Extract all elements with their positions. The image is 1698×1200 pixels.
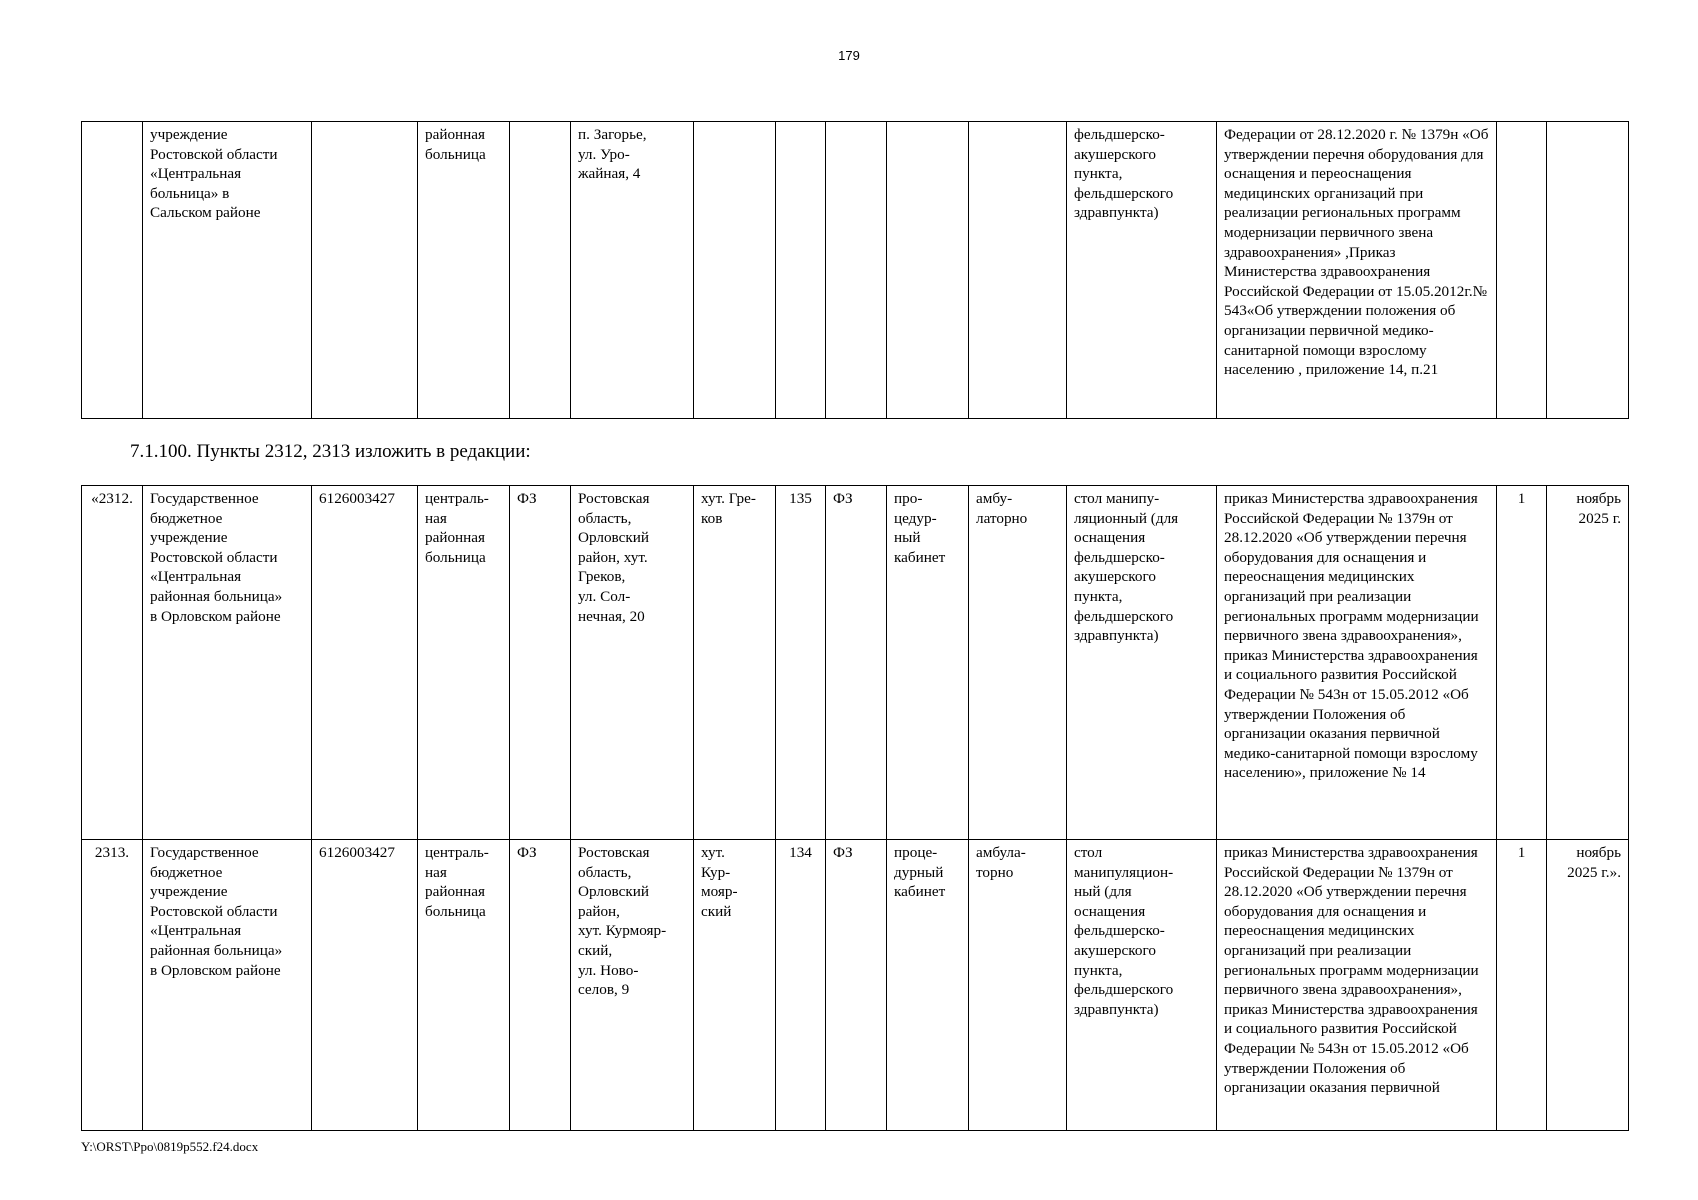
cell-category <box>510 122 571 419</box>
cell-inn <box>312 122 418 419</box>
cell-type: централь- ная районная больница <box>418 486 510 840</box>
cell-care-form: амбула- торно <box>969 840 1067 1131</box>
cell-room: проце- дурный кабинет <box>887 840 969 1131</box>
cell-inn: 6126003427 <box>312 840 418 1131</box>
cell-quantity <box>1497 122 1547 419</box>
table-continued <box>81 121 1629 419</box>
cell-category: ФЗ <box>510 486 571 840</box>
table-row <box>82 840 1629 1131</box>
cell-legal-basis: Федерации от 28.12.2020 г. № 1379н «Об утверждении перечня оборудования для оснащения и переоснащения медицинских организаций при реализации региональных программ модернизации первичного звена здравоохранения» ,Приказ Министерства здравоохранения Российской Федерации от 15.05.2012г.№ 543«Об утверждении положения об организации первичной медико-санитарной помощи взрослому населению , приложение 14, п.21 <box>1217 122 1497 419</box>
cell-settlement: хут. Гре- ков <box>694 486 776 840</box>
cell-care-form <box>969 122 1067 419</box>
table-row <box>82 122 1629 419</box>
cell-room <box>887 122 969 419</box>
cell-quantity: 1 <box>1497 840 1547 1131</box>
page-number: 179 <box>838 48 860 63</box>
cell-institution: учреждение Ростовской области «Центральная больница» в Сальском районе <box>143 122 312 419</box>
cell-legal-basis: приказ Министерства здравоохранения Российской Федерации № 1379н от 28.12.2020 «Об утверждении перечня оборудования для оснащения и переоснащения медицинских организаций при реализации региональных программ модернизации первичного звена здравоохранения», приказ Министерства здравоохранения и социального развития Российской Федерации № 543н от 15.05.2012 «Об утверждении Положения об организации оказания первичной медико-санитарной помощи взрослому населению», приложение № 14 <box>1217 486 1497 840</box>
cell-unit: ФЗ <box>826 486 887 840</box>
cell-inn: 6126003427 <box>312 486 418 840</box>
cell-deadline: ноябрь 2025 г.». <box>1547 840 1629 1131</box>
table-items <box>81 485 1629 1131</box>
cell-category: ФЗ <box>510 840 571 1131</box>
cell-population: 135 <box>776 486 826 840</box>
cell-equipment: фельдшерско- акушерского пункта, фельдшерского здравпункта) <box>1067 122 1217 419</box>
cell-number: «2312. <box>82 486 143 840</box>
cell-equipment: стол манипуляцион- ный (для оснащения фельдшерско- акушерского пункта, фельдшерского здравпункта) <box>1067 840 1217 1131</box>
section-heading: 7.1.100. Пункты 2312, 2313 изложить в редакции: <box>130 441 531 462</box>
cell-deadline <box>1547 122 1629 419</box>
footer-file-path: Y:\ORST\Ppo\0819p552.f24.docx <box>81 1139 259 1154</box>
cell-population: 134 <box>776 840 826 1131</box>
cell-deadline: ноябрь 2025 г. <box>1547 486 1629 840</box>
cell-unit <box>826 122 887 419</box>
cell-institution: Государственное бюджетное учреждение Ростовской области «Центральная районная больница» в Орловском районе <box>143 840 312 1131</box>
cell-settlement <box>694 122 776 419</box>
table-row <box>82 486 1629 840</box>
cell-address: Ростовская область, Орловский район, хут. Греков, ул. Сол- нечная, 20 <box>571 486 694 840</box>
cell-type: районная больница <box>418 122 510 419</box>
cell-equipment: стол манипу- ляционный (для оснащения фельдшерско- акушерского пункта, фельдшерского здравпункта) <box>1067 486 1217 840</box>
cell-settlement: хут. Кур- мояр- ский <box>694 840 776 1131</box>
cell-unit: ФЗ <box>826 840 887 1131</box>
cell-care-form: амбу- латорно <box>969 486 1067 840</box>
cell-number <box>82 122 143 419</box>
cell-quantity: 1 <box>1497 486 1547 840</box>
cell-type: централь- ная районная больница <box>418 840 510 1131</box>
cell-institution: Государственное бюджетное учреждение Ростовской области «Центральная районная больница» в Орловском районе <box>143 486 312 840</box>
cell-number: 2313. <box>82 840 143 1131</box>
cell-address: Ростовская область, Орловский район, хут. Курмояр- ский, ул. Ново- селов, 9 <box>571 840 694 1131</box>
cell-population <box>776 122 826 419</box>
cell-address: п. Загорье, ул. Уро- жайная, 4 <box>571 122 694 419</box>
cell-legal-basis: приказ Министерства здравоохранения Российской Федерации № 1379н от 28.12.2020 «Об утверждении перечня оборудования для оснащения и переоснащения медицинских организаций при реализации региональных программ модернизации первичного звена здравоохранения», приказ Министерства здравоохранения и социального развития Российской Федерации № 543н от 15.05.2012 «Об утверждении Положения об организации оказания первичной <box>1217 840 1497 1131</box>
cell-room: про- цедур- ный кабинет <box>887 486 969 840</box>
